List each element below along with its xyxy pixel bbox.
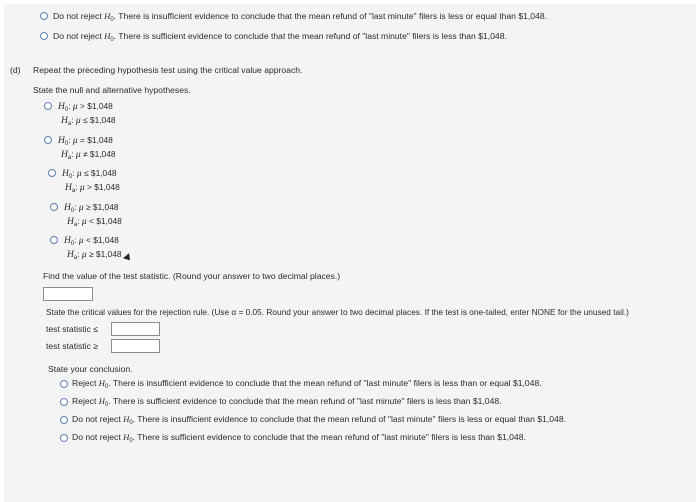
- hypothesis-option-4-null: $H_0$: μ ≥ $1,048: [64, 202, 119, 214]
- hypothesis-option-4-radio[interactable]: [50, 203, 58, 211]
- hypothesis-option-1-alt: $H_a$: μ ≤ $1,048: [61, 115, 116, 127]
- part-d-instruction: Repeat the preceding hypothesis test using the critical value approach.: [33, 65, 303, 75]
- conclusion-option-3: Do not reject $H_0$. There is insufficient evidence to conclude that the mean refund of "last minute" filers is less or equal than $1,048.: [72, 414, 567, 426]
- conclusion-option-4-radio[interactable]: [60, 434, 68, 442]
- state-hypotheses-label: State the null and alternative hypotheses.: [33, 85, 191, 95]
- hypothesis-option-4-alt: $H_a$: μ < $1,048: [67, 216, 122, 228]
- hypothesis-option-2-alt: $H_a$: μ ≠ $1,048: [61, 149, 116, 161]
- hypothesis-option-2-radio[interactable]: [44, 136, 52, 144]
- hypothesis-option-1-null: $H_0$: μ > $1,048: [58, 101, 113, 113]
- conclusion-option-1-radio[interactable]: [60, 380, 68, 388]
- critical-ge-label: test statistic ≥: [46, 341, 98, 351]
- hypothesis-option-1-radio[interactable]: [44, 102, 52, 110]
- hypothesis-option-3-null: $H_0$: μ ≤ $1,048: [62, 168, 117, 180]
- hypothesis-option-5-alt: $H_a$: μ ≥ $1,048: [67, 249, 122, 261]
- conclusion-option-2-radio[interactable]: [60, 398, 68, 406]
- top-option-2: Do not reject $H_0$. There is sufficient evidence to conclude that the mean refund of "last minute" filers is less than $1,048.: [53, 31, 507, 43]
- hypothesis-option-5-null: $H_0$: μ < $1,048: [64, 235, 119, 247]
- hypothesis-option-5-radio[interactable]: [50, 236, 58, 244]
- conclusion-option-4: Do not reject $H_0$. There is sufficient evidence to conclude that the mean refund of "last minute" filers is less than $1,048.: [72, 432, 526, 444]
- critical-value-upper-input[interactable]: [111, 339, 160, 353]
- hypothesis-option-3-radio[interactable]: [48, 169, 56, 177]
- critical-values-instruction: State the critical values for the rejection rule. (Use α = 0.05. Round your answer to two decimal places. If the test is one-tailed, enter NONE for the unused tail.): [46, 307, 629, 317]
- hypothesis-option-2-null: $H_0$: μ = $1,048: [58, 135, 113, 147]
- conclusion-option-3-radio[interactable]: [60, 416, 68, 424]
- conclusion-label: State your conclusion.: [48, 364, 133, 374]
- top-option-2-radio[interactable]: [40, 32, 48, 40]
- find-test-statistic-label: Find the value of the test statistic. (Round your answer to two decimal places.): [43, 271, 341, 281]
- hypothesis-option-3-alt: $H_a$: μ > $1,048: [65, 182, 120, 194]
- part-d-label: (d): [10, 65, 21, 75]
- top-option-1-radio[interactable]: [40, 12, 48, 20]
- conclusion-option-1: Reject $H_0$. There is insufficient evidence to conclude that the mean refund of "last minute" filers is less than or equal $1,048.: [72, 378, 542, 390]
- critical-le-label: test statistic ≤: [46, 324, 98, 334]
- top-option-1: Do not reject $H_0$. There is insufficient evidence to conclude that the mean refund of "last minute" filers is less or equal than $1,048.: [53, 11, 548, 23]
- conclusion-option-2: Reject $H_0$. There is sufficient evidence to conclude that the mean refund of "last minute" filers is less than $1,048.: [72, 396, 502, 408]
- test-statistic-input[interactable]: [43, 287, 93, 301]
- critical-value-lower-input[interactable]: [111, 322, 160, 336]
